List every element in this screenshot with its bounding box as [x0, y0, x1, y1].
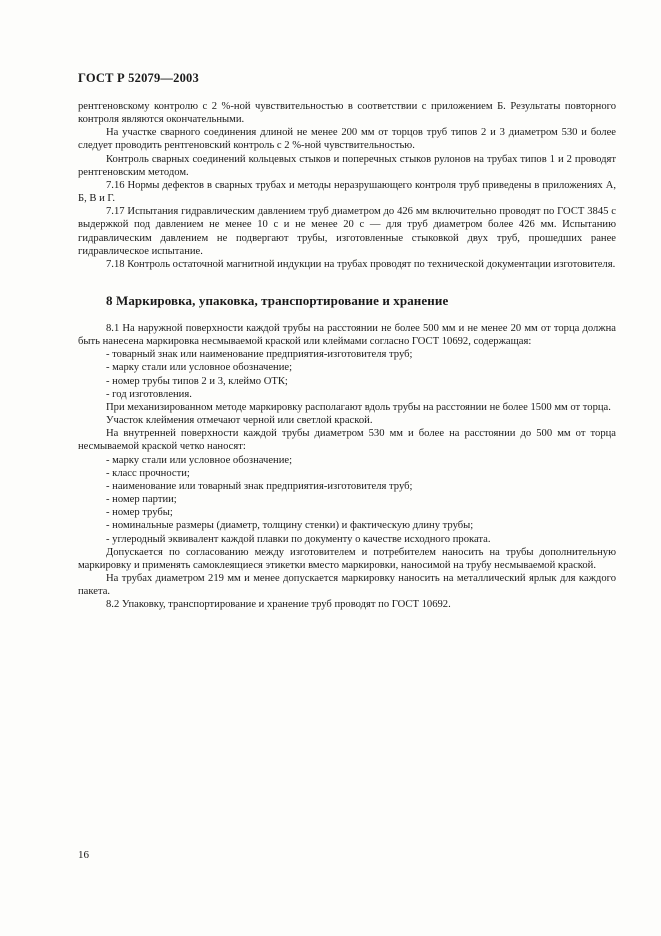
paragraph: Контроль сварных соединений кольцевых стыков и поперечных стыков рулонов на трубах типов 1 и 2 проводят рентгеновским методом. — [78, 153, 616, 178]
text-block-section-8 — [78, 322, 616, 611]
paragraph: На участке сварного соединения длиной не менее 200 мм от торцов труб типов 2 и 3 диаметром 530 и более следует проводить рентгеновский контроль с 2 %-ной чувствительностью. — [78, 127, 616, 152]
list-item: - класс прочности; — [106, 467, 190, 479]
page-number: 16 — [78, 849, 89, 861]
list-item: - номер трубы; — [106, 507, 173, 519]
paragraph-7-17: 7.17 Испытания гидравлическим давлением труб диаметром до 426 мм включительно проводят по ГОСТ 3845 с выдержкой под давлением не менее 10 с и не менее 20 с — для труб диаметром более 426 мм. Испытанию гидравлическим давлением не подвергают трубы, изготовленные стыковкой двух труб, прошедших ранее гидравлическое испытание. — [78, 206, 616, 257]
paragraph-7-16: 7.16 Нормы дефектов в сварных трубах и методы неразрушающего контроля труб приведены в приложениях А, Б, В и Г. — [78, 179, 616, 205]
paragraph: На внутренней поверхности каждой трубы диаметром 530 мм и более на расстоянии до 500 мм от торца несмываемой краской четко наносят: — [78, 428, 616, 453]
paragraph: Допускается по согласованию между изготовителем и потребителем наносить на трубы дополнительную маркировку и применять самоклеящиеся этикетки вместо маркировки, наносимой на трубу несмываемой краской. — [78, 546, 616, 571]
paragraph: рентгеновскому контролю с 2 %-ной чувствительностью в соответствии с приложением Б. Результаты повторного контроля являются окончательными. — [78, 101, 616, 126]
list-item: - марку стали или условное обозначение; — [106, 454, 293, 466]
paragraph-7-18: 7.18 Контроль остаточной магнитной индукции на трубах проводят по технической документации изготовителя. — [106, 258, 616, 270]
paragraph: На трубах диаметром 219 мм и менее допускается маркировку наносить на металлический ярлык для каждого пакета. — [78, 572, 616, 598]
list-item: - товарный знак или наименование предприятия-изготовителя труб; — [106, 349, 413, 361]
list-item: - номер трубы типов 2 и 3, клеймо ОТК; — [106, 375, 288, 387]
list-item: - год изготовления. — [106, 388, 192, 400]
paragraph: При механизированном методе маркировку располагают вдоль трубы на расстоянии не более 1500 мм от торца. — [106, 401, 611, 413]
text-block-top — [78, 100, 616, 271]
paragraph: Участок клеймения отмечают черной или светлой краской. — [106, 415, 373, 427]
list-item: - углеродный эквивалент каждой плавки по документу о качестве исходного проката. — [106, 533, 491, 545]
list-item: - номинальные размеры (диаметр, толщину стенки) и фактическую длину трубы; — [106, 520, 474, 532]
paragraph-8-2: 8.2 Упаковку, транспортирование и хранение труб проводят по ГОСТ 10692. — [106, 599, 451, 611]
list-item: - марку стали или условное обозначение; — [106, 362, 293, 374]
list-item: - номер партии; — [106, 494, 177, 506]
paragraph-8-1: 8.1 На наружной поверхности каждой трубы на расстоянии не более 500 мм и не менее 20 мм от торца должна быть нанесена маркировка несмываемой краской или клеймами согласно ГОСТ 10692, содержащая: — [78, 323, 616, 348]
section-title: 8 Маркировка, упаковка, транспортирование и хранение — [106, 293, 449, 308]
document-header: ГОСТ Р 52079—2003 — [78, 71, 199, 85]
list-item: - наименование или товарный знак предприятия-изготовителя труб; — [106, 480, 413, 492]
